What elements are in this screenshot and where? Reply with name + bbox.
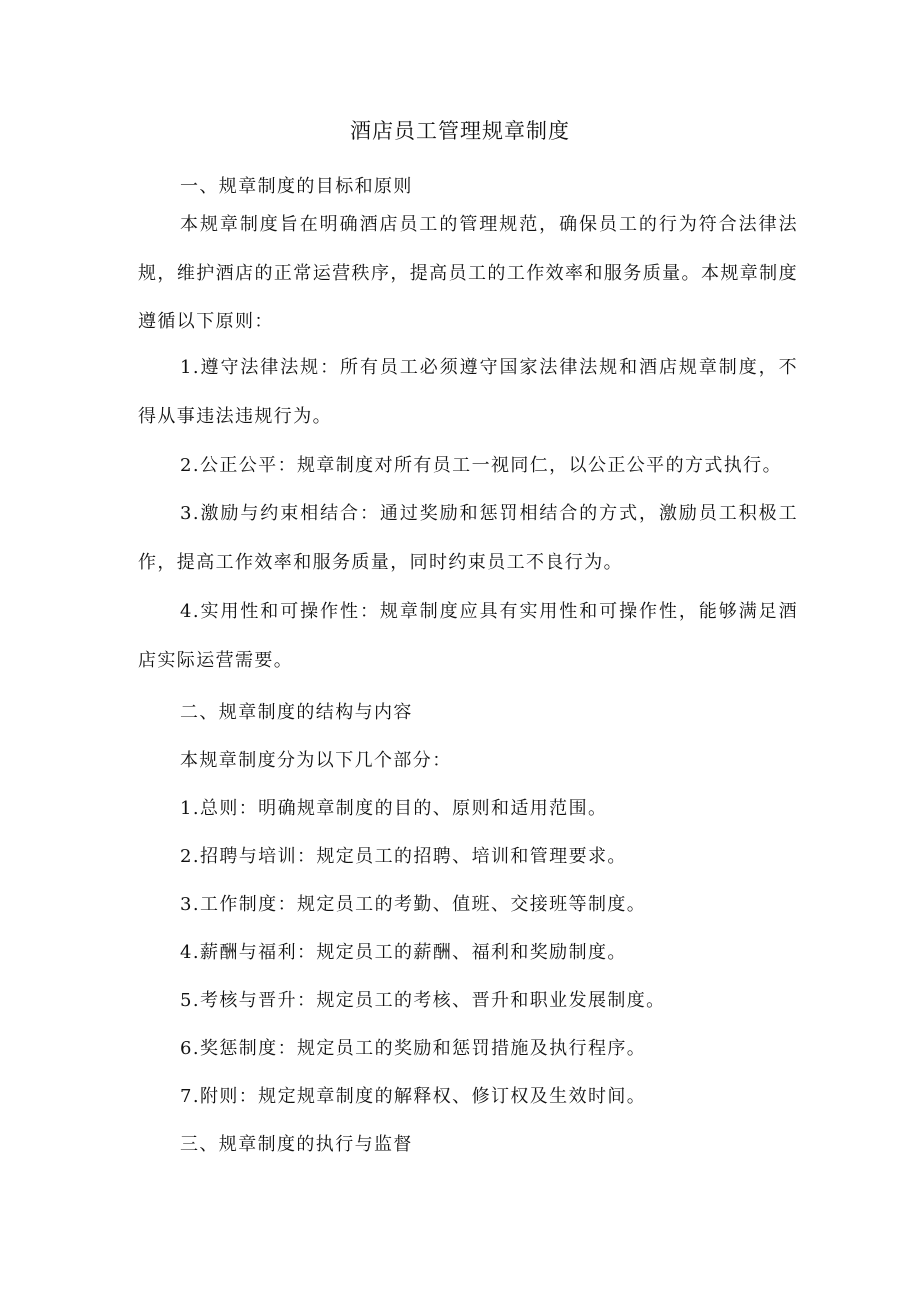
principle-3: 3.激励与约束相结合：通过奖励和惩罚相结合的方式，激励员工积极工作，提高工作效率和服务质量，同时约束员工不良行为。 — [138, 503, 798, 573]
document-title: 酒店员工管理规章制度 — [350, 119, 570, 143]
structure-intro: 本规章制度分为以下几个部分： — [180, 750, 452, 771]
section-heading-1: 一、规章制度的目标和原则 — [180, 176, 413, 197]
part-1: 1.总则：明确规章制度的目的、原则和适用范围。 — [180, 798, 608, 819]
section-heading-3: 三、规章制度的执行与监督 — [180, 1134, 413, 1155]
part-3: 3.工作制度：规定员工的考勤、值班、交接班等制度。 — [180, 894, 647, 915]
section-heading-2: 二、规章制度的结构与内容 — [180, 702, 413, 723]
part-5: 5.考核与晋升：规定员工的考核、晋升和职业发展制度。 — [180, 990, 666, 1011]
part-6: 6.奖惩制度：规定员工的奖励和惩罚措施及执行程序。 — [180, 1038, 647, 1059]
part-4: 4.薪酬与福利：规定员工的薪酬、福利和奖励制度。 — [180, 942, 627, 963]
intro-paragraph: 本规章制度旨在明确酒店员工的管理规范，确保员工的行为符合法律法规，维护酒店的正常运营秩序，提高员工的工作效率和服务质量。本规章制度遵循以下原则： — [138, 214, 798, 333]
part-7: 7.附则：规定规章制度的解释权、修订权及生效时间。 — [180, 1086, 647, 1107]
part-2: 2.招聘与培训：规定员工的招聘、培训和管理要求。 — [180, 846, 627, 867]
principle-4: 4.实用性和可操作性：规章制度应具有实用性和可操作性，能够满足酒店实际运营需要。 — [138, 601, 798, 671]
principle-2: 2.公正公平：规章制度对所有员工一视同仁，以公正公平的方式执行。 — [180, 455, 782, 476]
principle-1: 1.遵守法律法规：所有员工必须遵守国家法律法规和酒店规章制度，不得从事违法违规行为。 — [138, 357, 798, 427]
